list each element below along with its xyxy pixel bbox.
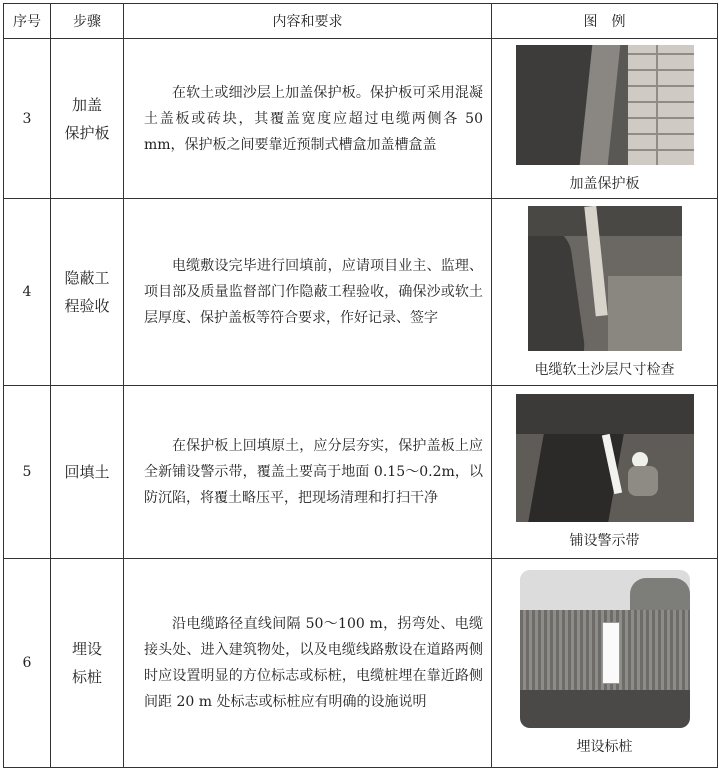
figure-cell	[492, 39, 718, 199]
header-figure: 图 例	[492, 4, 718, 39]
header-row	[4, 4, 718, 39]
step-name	[51, 39, 124, 199]
row-number: 6	[4, 559, 51, 768]
step-content-text: 电缆敷设完毕进行回填前，应请项目业主、监理、项目部及质量监督部门作隐蔽工程验收，确保沙或软土层厚度、保护盖板等符合要求，作好记录、签字	[144, 258, 483, 326]
step-name-line2: 程验收	[64, 297, 110, 315]
step-content	[124, 386, 492, 559]
table-row	[4, 386, 718, 559]
table-row	[4, 559, 718, 768]
table-row	[4, 199, 718, 386]
figure-caption: 埋设标桩	[576, 739, 633, 755]
figure-caption: 电缆软土沙层尺寸检查	[534, 361, 675, 378]
step-content-text: 在保护板上回填原土，应分层夯实，保护盖板上应全新铺设警示带，覆盖土要高于地面 0.15～0.2m，以防沉陷，将覆土略压平，把现场清理和打扫干净	[144, 438, 483, 506]
step-name-line1: 隐蔽工	[64, 269, 110, 287]
step-name-line1: 回填土	[64, 463, 110, 481]
figure-cell	[492, 199, 718, 386]
step-name	[51, 559, 124, 768]
step-content	[124, 199, 492, 386]
header-step: 步骤	[51, 4, 124, 39]
photo-marker-stake	[520, 570, 690, 728]
header-no: 序号	[4, 4, 51, 39]
row-number: 3	[4, 39, 51, 199]
figure-caption: 铺设警示带	[569, 533, 640, 549]
row-number: 4	[4, 199, 51, 386]
step-content	[124, 39, 492, 199]
step-name	[51, 199, 124, 386]
header-content: 内容和要求	[124, 4, 492, 39]
figure-cell	[492, 386, 718, 559]
row-number: 5	[4, 386, 51, 559]
figure-caption: 加盖保护板	[569, 175, 640, 192]
step-content-text: 沿电缆路径直线间隔 50～100 m，拐弯处、电缆接头处、进入建筑物处，以及电缆线路敷设在道路两侧时应设置明显的方位标志或标桩，电缆桩埋在靠近路侧间距 20 m 处标志或标桩应有明确的设施说明	[144, 616, 483, 710]
table-row	[4, 39, 718, 199]
photo-warning-tape	[516, 394, 694, 522]
construction-steps-table	[3, 3, 718, 768]
step-content	[124, 559, 492, 768]
step-content-text: 在软土或细沙层上加盖保护板。保护板可采用混凝土盖板或砖块，其覆盖宽度应超过电缆两侧各 50 mm，保护板之间要靠近预制式槽盒加盖槽盒盖	[144, 84, 483, 153]
step-name	[51, 386, 124, 559]
figure-cell	[492, 559, 718, 768]
step-name-line2: 保护板	[64, 123, 110, 142]
photo-cable-cover-plates	[516, 45, 694, 165]
step-name-line1: 埋设	[71, 640, 102, 658]
step-name-line2: 标桩	[71, 668, 102, 686]
step-name-line1: 加盖	[71, 95, 102, 114]
photo-sand-layer-check	[528, 206, 682, 351]
